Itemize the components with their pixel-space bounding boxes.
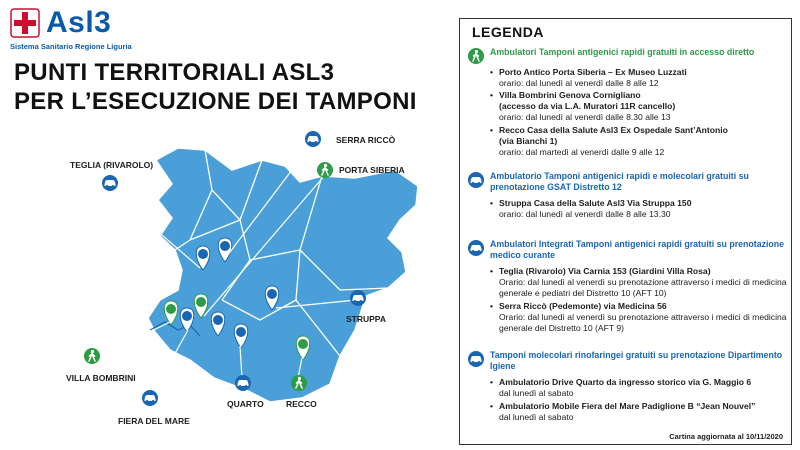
item-name: Ambulatorio Drive Quarto da ingresso storico via G. Maggio 6 [499, 377, 752, 387]
item-name: Serra Riccò (Pedemonte) via Medicina 56 [499, 301, 667, 311]
page-title-line2: PER L’ESECUZIONE DEI TAMPONI [14, 88, 417, 115]
legend-title: LEGENDA [472, 24, 544, 40]
legend-panel [459, 18, 792, 445]
car-icon [468, 172, 484, 188]
label-teglia: TEGLIA (RIVAROLO) [70, 160, 154, 170]
section-heading: Ambulatori Tamponi antigenici rapidi gratuiti in accesso diretto [490, 47, 755, 57]
item-hours: dal lunedì al sabato [499, 412, 574, 422]
list-item: • Ambulatorio Drive Quarto da ingresso storico via G. Maggio 6 dal lunedì al sabato [490, 377, 788, 399]
item-hours: orario: dal lunedì al venerdì dalle 8 alle 13.30 [499, 209, 671, 219]
item-hours: Orario: dal lunedì al venerdì su prenotazione attraverso i medici di medicina generale e pediatri del Distretto 10 (AFT 10) [499, 277, 787, 298]
section-heading: Tamponi molecolari rinofaringei gratuiti su prenotazione Dipartimento Igiene [490, 350, 783, 371]
label-porta-siberia: PORTA SIBERIA [339, 165, 405, 175]
logo-text: Asl3 [46, 6, 112, 39]
car-icon [468, 351, 484, 367]
teglia-icon-marker [102, 175, 118, 191]
logo-subtitle: Sistema Sanitario Regione Liguria [10, 42, 132, 51]
villa-bombrini-icon-marker [84, 348, 100, 364]
item-name: Struppa Casa della Salute Asl3 Via Struppa 150 [499, 198, 692, 208]
porta-siberia-icon-marker [317, 162, 333, 178]
list-item: • Struppa Casa della Salute Asl3 Via Struppa 150 orario: dal lunedì al venerdì dalle 8 alle 13.30 [490, 198, 788, 220]
label-struppa: STRUPPA [346, 314, 386, 324]
item-name: Teglia (Rivarolo) Via Carnia 153 (Giardini Villa Rosa) [499, 266, 711, 276]
item-name-detail: (via Bianchi 1) [499, 136, 558, 146]
recco-icon-marker [291, 375, 307, 391]
label-fiera-del-mare: FIERA DEL MARE [118, 416, 190, 426]
list-item: • Porto Antico Porta Siberia – Ex Museo Luzzati orario: dal lunedì al venerdì dalle 8 alle 12 [490, 67, 788, 89]
label-recco: RECCO [286, 399, 317, 409]
item-name-detail: (accesso da via L.A. Muratori 11R cancello) [499, 101, 676, 111]
list-item: • Teglia (Rivarolo) Via Carnia 153 (Giardini Villa Rosa) Orario: dal lunedì al venerdì su prenotazione attraverso i medici di medicina generale e pediatri del Distretto 10 (AFT 10) [490, 266, 787, 298]
car-icon [468, 240, 484, 256]
section-heading: Ambulatori Integrati Tamponi antigenici rapidi gratuiti su prenotazione medico curante [490, 239, 785, 260]
list-item: • Recco Casa della Salute Asl3 Ex Ospedale Sant’Antonio (via Bianchi 1) orario: dal martedì al venerdì dalle 9 alle 12 [490, 125, 788, 158]
fiera-del-mare-icon-marker [142, 390, 158, 406]
struppa-icon-marker [350, 290, 366, 306]
quarto-icon-marker [235, 375, 251, 391]
walker-icon [468, 48, 484, 64]
list-item: • Ambulatorio Mobile Fiera del Mare Padiglione B “Jean Nouvel” dal lunedì al sabato [490, 401, 788, 423]
item-hours: orario: dal martedì al venerdì dalle 9 alle 12 [499, 147, 665, 157]
item-hours: orario: dal lunedì al venerdì dalle 8.30 alle 13 [499, 112, 671, 122]
page-title-line1: PUNTI TERRITORIALI ASL3 [14, 59, 335, 86]
page-title [14, 58, 444, 116]
label-quarto: QUARTO [227, 399, 264, 409]
territory-shape [148, 148, 418, 402]
list-item: • Serra Riccò (Pedemonte) via Medicina 56 Orario: dal lunedì al venerdì su prenotazione attraverso i medici di medicina generale del Distretto 10 (AFT 9) [490, 301, 787, 333]
list-item: • Villa Bombrini Genova Cornigliano (accesso da via L.A. Muratori 11R cancello) orario: dal lunedì al venerdì dalle 8.30 alle 13 [490, 90, 788, 123]
label-villa-bombrini: VILLA BOMBRINI [66, 373, 136, 383]
item-name: Ambulatorio Mobile Fiera del Mare Padiglione B “Jean Nouvel” [499, 401, 756, 411]
section-heading: Ambulatorio Tamponi antigenici rapidi e molecolari gratuiti su prenotazione GSAT Distretto 12 [490, 171, 749, 192]
header [10, 8, 210, 58]
map-updated-note: Cartina aggiornata al 10/11/2020 [669, 432, 783, 441]
item-hours: Orario: dal lunedì al venerdì su prenotazione attraverso i medici di medicina generale del Distretto 10 (AFT 9) [499, 312, 787, 333]
serra-ricco-icon-marker [305, 131, 321, 147]
item-name: Porto Antico Porta Siberia – Ex Museo Luzzati [499, 67, 687, 77]
liguria-flag-logo [10, 8, 40, 38]
label-serra-ricco: SERRA RICCÒ [336, 135, 396, 145]
item-hours: orario: dal lunedì al venerdì dalle 8 alle 12 [499, 78, 659, 88]
item-name: Recco Casa della Salute Asl3 Ex Ospedale Sant’Antonio [499, 125, 728, 135]
item-name: Villa Bombrini Genova Cornigliano [499, 90, 641, 100]
item-hours: dal lunedì al sabato [499, 388, 574, 398]
